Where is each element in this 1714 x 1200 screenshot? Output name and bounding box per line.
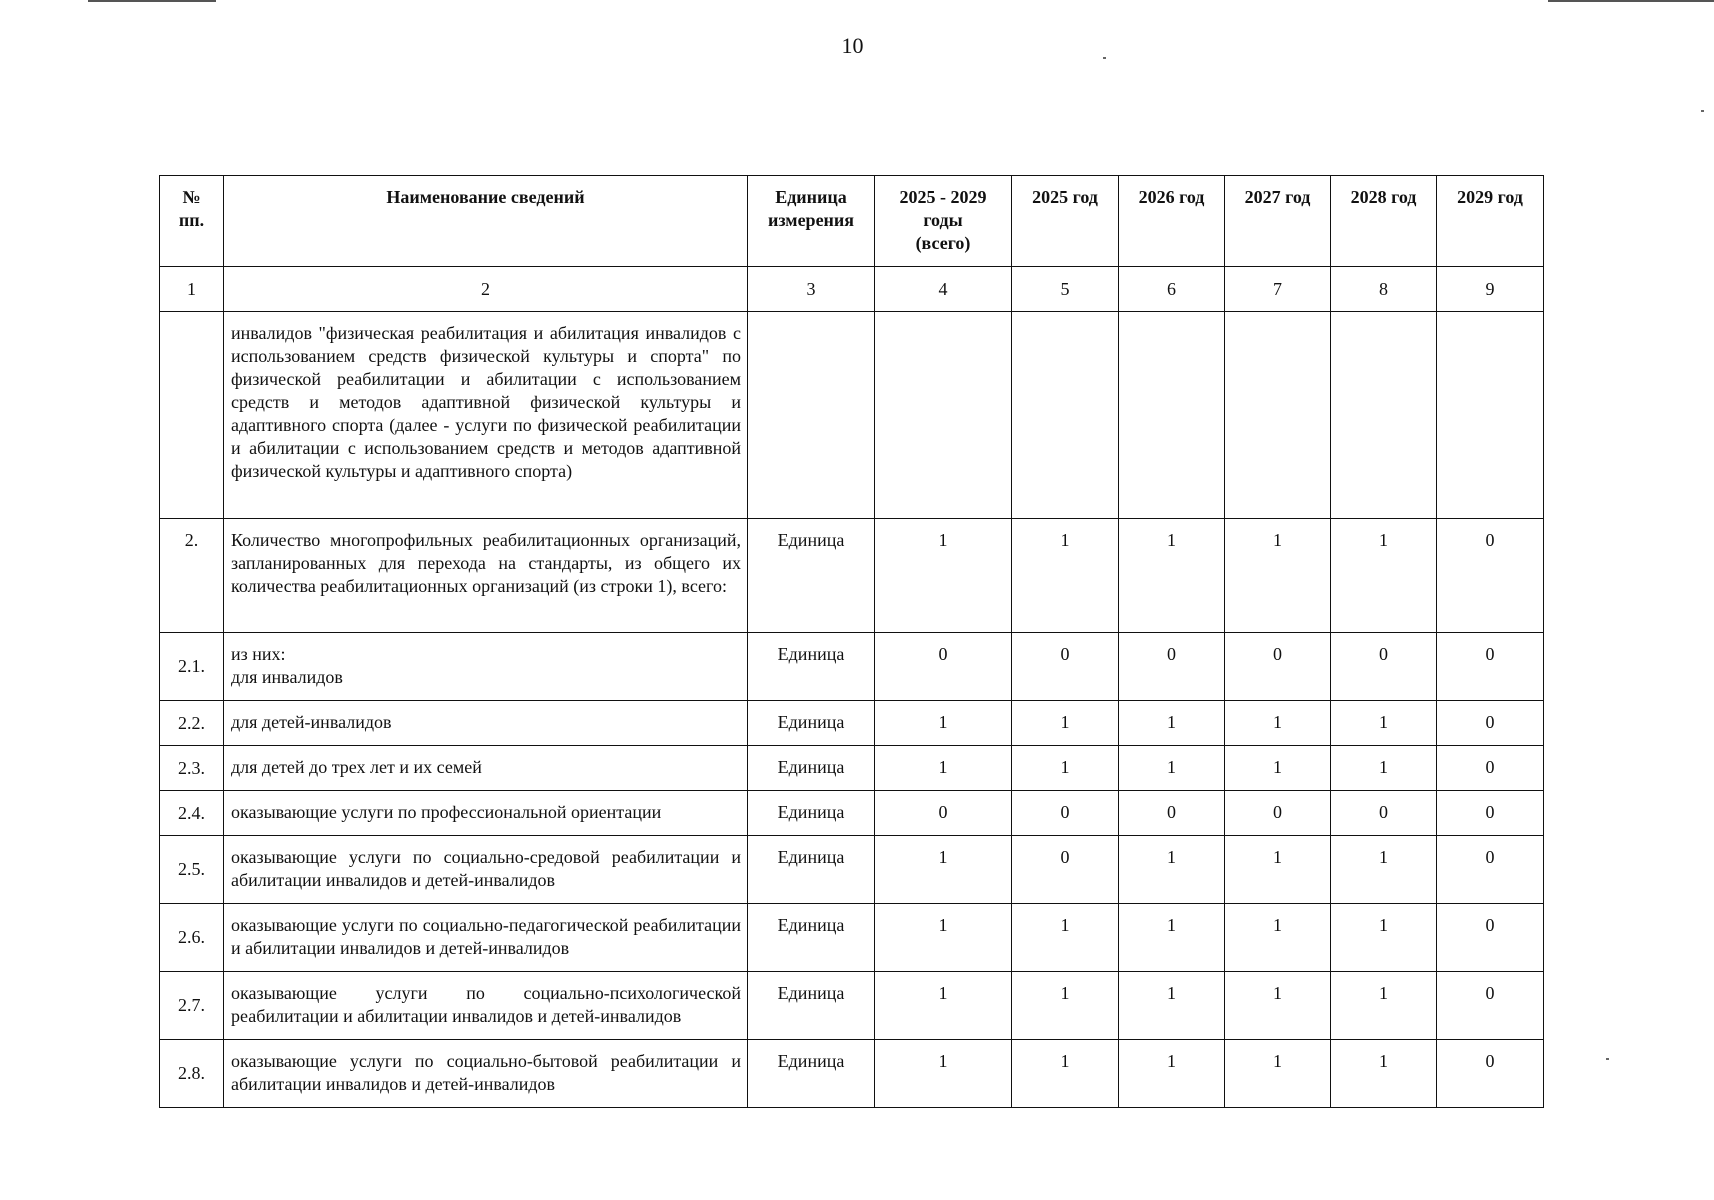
column-header-line: годы xyxy=(923,210,963,230)
row-value: 1 xyxy=(875,1040,1012,1108)
row-value: 1 xyxy=(1119,1040,1225,1108)
row-value xyxy=(1012,312,1119,519)
row-value: 0 xyxy=(1225,791,1331,836)
row-name xyxy=(224,791,748,836)
row-value: 0 xyxy=(1012,633,1119,701)
row-value: 1 xyxy=(1012,1040,1119,1108)
row-name xyxy=(224,519,748,633)
row-number: 2. xyxy=(160,519,224,633)
row-name-line: оказывающие услуги по социально-бытовой реабилитации и абилитации инвалидов и детей-инвалидов xyxy=(231,1051,741,1094)
column-header-line: 2029 год xyxy=(1457,187,1523,207)
header-row xyxy=(160,176,1544,267)
column-header xyxy=(160,176,224,267)
row-value: 1 xyxy=(1225,701,1331,746)
row-value: 1 xyxy=(1119,701,1225,746)
table-row xyxy=(160,701,1544,746)
column-number: 4 xyxy=(875,267,1012,312)
row-name-line: оказывающие услуги по социально-средовой реабилитации и абилитации инвалидов и детей-инвалидов xyxy=(231,847,741,890)
row-value: 1 xyxy=(1331,519,1437,633)
row-unit: Единица xyxy=(748,701,875,746)
row-value: 1 xyxy=(1012,972,1119,1040)
row-name-line: оказывающие услуги по социально-педагогической реабилитации и абилитации инвалидов и детей-инвалидов xyxy=(231,915,741,958)
row-number: 2.8. xyxy=(160,1040,224,1108)
scan-edge-mark xyxy=(1548,0,1714,2)
column-header xyxy=(1437,176,1544,267)
row-value: 0 xyxy=(1012,791,1119,836)
row-value: 0 xyxy=(1437,972,1544,1040)
table-row xyxy=(160,1040,1544,1108)
row-unit xyxy=(748,312,875,519)
row-value: 0 xyxy=(1437,633,1544,701)
column-number: 6 xyxy=(1119,267,1225,312)
row-name xyxy=(224,701,748,746)
row-value: 0 xyxy=(1437,701,1544,746)
scan-edge-mark xyxy=(88,0,216,2)
row-value: 1 xyxy=(875,746,1012,791)
column-header xyxy=(224,176,748,267)
row-name-line: для инвалидов xyxy=(231,667,343,687)
row-unit: Единица xyxy=(748,972,875,1040)
column-number: 3 xyxy=(748,267,875,312)
column-header xyxy=(1012,176,1119,267)
column-header-line: 2025 - 2029 xyxy=(899,187,987,207)
column-number: 5 xyxy=(1012,267,1119,312)
row-value: 0 xyxy=(1331,633,1437,701)
column-header-line: Наименование сведений xyxy=(386,187,585,207)
column-header xyxy=(875,176,1012,267)
page-number: 10 xyxy=(841,33,864,58)
row-name-line: инвалидов "физическая реабилитация и абилитация инвалидов с использованием средств физической культуры и спорта" по физической реабилитации и абилитации с использованием средств и методов адаптивной физической культуры и адаптивного спорта (далее - услуги по физической реабилитации и абилитации с использованием средств и методов адаптивной физической культуры и адаптивного спорта) xyxy=(231,323,741,481)
row-value: 1 xyxy=(1331,701,1437,746)
column-number-row xyxy=(160,267,1544,312)
row-value: 1 xyxy=(1225,972,1331,1040)
column-header-line: (всего) xyxy=(915,233,971,253)
row-number: 2.4. xyxy=(160,791,224,836)
column-header-line: измерения xyxy=(767,210,855,230)
row-value: 0 xyxy=(1437,904,1544,972)
row-value: 1 xyxy=(875,904,1012,972)
column-header xyxy=(1225,176,1331,267)
row-value: 1 xyxy=(1331,904,1437,972)
row-unit: Единица xyxy=(748,836,875,904)
row-value: 0 xyxy=(1437,1040,1544,1108)
row-value: 1 xyxy=(1012,519,1119,633)
table-row xyxy=(160,836,1544,904)
row-value: 1 xyxy=(875,701,1012,746)
row-name xyxy=(224,746,748,791)
table-row xyxy=(160,746,1544,791)
row-value: 1 xyxy=(1119,519,1225,633)
row-name xyxy=(224,904,748,972)
row-value xyxy=(1331,312,1437,519)
row-number: 2.2. xyxy=(160,701,224,746)
column-header-line: пп. xyxy=(178,210,205,230)
row-value xyxy=(1437,312,1544,519)
table-row xyxy=(160,312,1544,519)
table-row xyxy=(160,519,1544,633)
row-value: 0 xyxy=(1119,633,1225,701)
column-number: 7 xyxy=(1225,267,1331,312)
row-number: 2.6. xyxy=(160,904,224,972)
table-row xyxy=(160,633,1544,701)
column-header xyxy=(1119,176,1225,267)
row-value: 1 xyxy=(1119,746,1225,791)
row-value: 1 xyxy=(1119,972,1225,1040)
row-name-line: для детей до трех лет и их семей xyxy=(231,757,482,777)
row-name-line: из них: xyxy=(231,644,286,664)
row-value: 1 xyxy=(875,836,1012,904)
row-value: 0 xyxy=(875,791,1012,836)
data-table xyxy=(159,175,1544,1108)
row-value: 1 xyxy=(1225,519,1331,633)
row-value: 1 xyxy=(1331,972,1437,1040)
row-value: 0 xyxy=(1012,836,1119,904)
row-value: 1 xyxy=(1012,904,1119,972)
row-name xyxy=(224,312,748,519)
row-value: 0 xyxy=(1437,746,1544,791)
row-value: 1 xyxy=(1225,904,1331,972)
row-unit: Единица xyxy=(748,791,875,836)
row-number: 2.7. xyxy=(160,972,224,1040)
row-value: 0 xyxy=(1331,791,1437,836)
column-header-line: 2025 год xyxy=(1032,187,1098,207)
row-value: 1 xyxy=(1331,746,1437,791)
row-unit: Единица xyxy=(748,746,875,791)
row-name-line: оказывающие услуги по социально-психологической реабилитации и абилитации инвалидов и детей-инвалидов xyxy=(231,983,741,1026)
row-value: 0 xyxy=(1437,791,1544,836)
row-unit: Единица xyxy=(748,1040,875,1108)
column-number: 9 xyxy=(1437,267,1544,312)
row-value: 0 xyxy=(1437,836,1544,904)
row-value xyxy=(1225,312,1331,519)
column-number: 2 xyxy=(224,267,748,312)
table-row xyxy=(160,791,1544,836)
row-number: 2.5. xyxy=(160,836,224,904)
row-value: 1 xyxy=(1225,836,1331,904)
column-header-line: 2028 год xyxy=(1350,187,1417,207)
column-number: 1 xyxy=(160,267,224,312)
row-value: 1 xyxy=(1012,701,1119,746)
column-header xyxy=(1331,176,1437,267)
row-unit: Единица xyxy=(748,904,875,972)
row-name-line: оказывающие услуги по профессиональной ориентации xyxy=(231,802,662,822)
row-unit: Единица xyxy=(748,633,875,701)
column-header-line: 2026 год xyxy=(1138,187,1205,207)
row-value: 1 xyxy=(875,972,1012,1040)
row-value: 1 xyxy=(1331,1040,1437,1108)
row-value xyxy=(875,312,1012,519)
column-header-line: 2027 год xyxy=(1244,187,1311,207)
column-number: 8 xyxy=(1331,267,1437,312)
row-value: 1 xyxy=(1225,1040,1331,1108)
row-value: 0 xyxy=(1437,519,1544,633)
column-header-line: Единица xyxy=(775,187,847,207)
row-name xyxy=(224,972,748,1040)
row-name xyxy=(224,836,748,904)
row-name-line: для детей-инвалидов xyxy=(231,712,392,732)
row-value: 0 xyxy=(875,633,1012,701)
table-row xyxy=(160,904,1544,972)
table-row xyxy=(160,972,1544,1040)
scan-speck xyxy=(1606,1058,1609,1060)
row-name-line: Количество многопрофильных реабилитационных организаций, запланированных для перехода на стандарты, из общего их количества реабилитационных организаций (из строки 1), всего: xyxy=(231,530,741,596)
row-value: 0 xyxy=(1225,633,1331,701)
row-number: 2.1. xyxy=(160,633,224,701)
row-number: 2.3. xyxy=(160,746,224,791)
row-unit: Единица xyxy=(748,519,875,633)
row-value: 1 xyxy=(1331,836,1437,904)
row-value: 1 xyxy=(875,519,1012,633)
row-value: 1 xyxy=(1012,746,1119,791)
row-value: 1 xyxy=(1119,904,1225,972)
column-header-line: № xyxy=(182,187,201,207)
row-value: 0 xyxy=(1119,791,1225,836)
column-header xyxy=(748,176,875,267)
scan-speck xyxy=(1701,110,1704,112)
row-name xyxy=(224,633,748,701)
row-number xyxy=(160,312,224,519)
row-value: 1 xyxy=(1225,746,1331,791)
row-value: 1 xyxy=(1119,836,1225,904)
row-name xyxy=(224,1040,748,1108)
row-value xyxy=(1119,312,1225,519)
